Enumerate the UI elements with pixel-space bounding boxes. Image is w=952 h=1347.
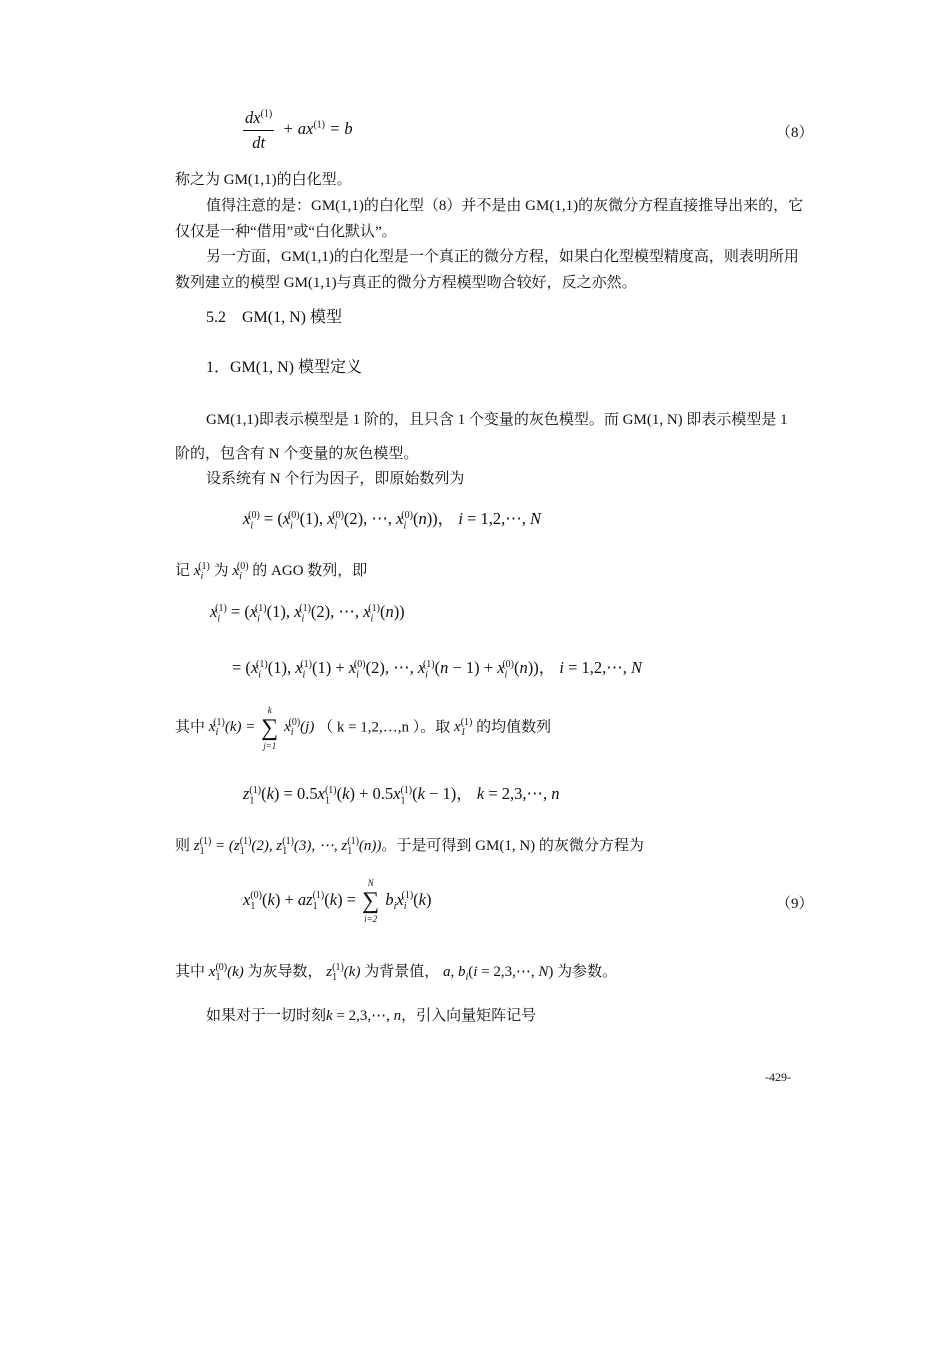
paragraph-note: 值得注意的是：GM(1,1)的白化型（8）并不是由 GM(1,1)的灰微分方程直接推导出来的，它仅仅是一种“借用”或“白化默认”。 [175,198,804,240]
fraction-dx-dt: $\frac{dx^{(1)}}{dt}$ [245,108,273,152]
paragraph-sum-definition: 其中 $x_i^{(1)}(k)$ = k ∑ j=1 $x_i^{(0)}(j)$ （ k = 1,2,…,n ）。取 $x_1^{(1)}$ 的均值数列 [175,705,552,751]
paragraph-z-sequence: 则 $z_1^{(1)} = (z_1^{(1)}(2)$, $z_1^{(1)}(3)$, ⋯, $z_1^{(1)}(n)$)。于是可得到 GM(1, N) 的灰微分方程为 [175,836,644,857]
paragraph-whitening-form: 称之为 GM(1,1)的白化型。 [175,172,352,188]
section-heading-5-2: 5.2 GM(1, N) 模型 [206,309,342,326]
equation-8: $\frac{dx^{(1)}}{dt}$ + $ax^{(1)} = b$ [245,108,353,152]
paragraph-ago: 记 $x_i^{(1)}$ 为 $x_i^{(0)}$ 的 AGO 数列，即 [175,561,368,582]
summation-symbol: k ∑ j=1 [261,705,279,751]
equation-9: $x_1^{(0)}(k) + az_1^{(1)}(k)$ = N ∑ i=2 $b_ix_i^{(1)}(k)$ [243,878,432,924]
paragraph-grey-derivative: 其中 $x_1^{(0)}(k)$ 为灰导数， $z_1^{(1)}(k)$ 为背景值， a, $b_i(i$ = 2,3,⋯, N) 为参数。 [175,962,618,983]
equation-original-sequence: $x_i^{(0)} = (x_i^{(0)}(1)$, $x_i^{(0)}(2)$, ⋯, $x_i^{(0)}(n)$)， i = 1,2,⋯, N [243,509,541,532]
subsection-heading-1: 1．GM(1, N) 模型定义 [206,359,362,376]
paragraph-other-side: 另一方面，GM(1,1)的白化型是一个真正的微分方程，如果白化型模型精度高，则表明所用数列建立的模型 GM(1,1)与真正的微分方程模型吻合较好，反之亦然。 [175,249,799,291]
paragraph-vector-notation: 如果对于一切时刻k = 2,3,⋯, n，引入向量矩阵记号 [206,1008,537,1024]
page-number: -429- [765,1070,791,1084]
equation-number-9: （9） [776,896,814,912]
paragraph-gm1n-definition: GM(1,1)即表示模型是 1 阶的，且只含 1 个变量的灰色模型。而 GM(1, N) 即表示模型是 1 阶的，包含有 N 个变量的灰色模型。 [175,412,788,462]
paragraph-behavior-factors: 设系统有 N 个行为因子，即原始数列为 [206,471,465,487]
equation-ago-sequence-a: $x_i^{(1)} = (x_i^{(1)}(1)$, $x_i^{(1)}(2)$, ⋯, $x_i^{(1)}(n)$) [210,602,405,625]
equation-ago-sequence-b: = ($x_i^{(1)}(1)$, $x_i^{(1)}(1) + x_i^{(0)}(2)$, ⋯, $x_i^{(1)}(n - 1) + x_i^{(0)}(n)$)， i = 1,2,⋯, N [232,658,643,681]
summation-symbol-9: N ∑ i=2 [362,878,380,924]
equation-number-8: （8） [776,125,814,141]
equation-mean-sequence: $z_1^{(1)}(k) = 0.5x_1^{(1)}(k) + 0.5x_1^{(1)}(k - 1)$， k = 2,3,⋯, n [243,784,560,807]
